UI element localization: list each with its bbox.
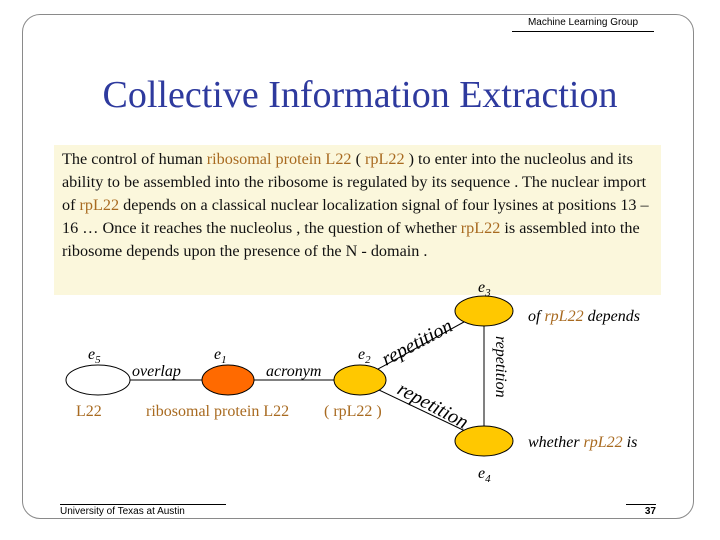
header-group-label: Machine Learning Group <box>512 15 654 32</box>
node-id-e3: $e_3$ <box>478 279 491 299</box>
passage-text: is assembled into the ribosome depends upon the presence of the N - domain . <box>62 219 640 260</box>
footer-page-number: 37 <box>626 504 656 519</box>
edge-label-repetition-e3-e4: repetition <box>492 336 509 398</box>
edge-label-repetition-e2-e4: repetition <box>393 377 472 434</box>
node-id-subscript: 2 <box>365 354 371 366</box>
passage-entity: rpL22 <box>365 150 405 168</box>
node-id-subscript: 3 <box>485 287 491 299</box>
node-text-e2: ( rpL22 ) <box>324 403 382 420</box>
node-id-e2: $e_2$ <box>358 346 371 366</box>
node-id-e4: $e_4$ <box>478 465 491 485</box>
passage-text: The control of human <box>62 150 207 168</box>
passage-text: ( <box>351 150 365 168</box>
node-e4 <box>455 426 513 456</box>
node-e5 <box>66 365 130 395</box>
edge-label-repetition-e2-e3: repetition <box>378 314 457 371</box>
node-id-subscript: 1 <box>221 354 227 366</box>
node-e1 <box>202 365 254 395</box>
node-text-e3: of rpL22 depends <box>528 308 641 325</box>
passage-text: ) to enter into the nucleolus and its ability to be assembled into the ribosome is regulated by its sequence . The nuclear import of <box>62 150 647 214</box>
node-text-e4: whether rpL22 is <box>528 434 638 451</box>
node-e3 <box>455 296 513 326</box>
node-id-subscript: 4 <box>485 473 491 485</box>
passage-text: depends on a classical nuclear localization signal of four lysines at positions 13 – 16 … Once it reaches the nucleolus , the question of whether <box>62 196 649 237</box>
node-id-subscript: 5 <box>95 354 101 366</box>
passage-entity: rpL22 <box>460 219 501 237</box>
node-text-e1: ribosomal protein L22 <box>146 403 290 420</box>
node-id-e5: $e_5$ <box>88 346 101 366</box>
slide-title: Collective Information Extraction <box>102 74 618 116</box>
passage-entity: rpL22 <box>79 196 120 214</box>
node-text-e5: L22 <box>76 403 102 420</box>
footer-university: University of Texas at Austin <box>60 504 226 519</box>
edge-label-overlap: overlap <box>132 363 181 380</box>
passage-entity: ribosomal protein L22 <box>206 150 352 168</box>
node-id-e1: $e_1$ <box>214 346 227 366</box>
edge-label-acronym: acronym <box>266 363 322 380</box>
node-e2 <box>334 365 386 395</box>
